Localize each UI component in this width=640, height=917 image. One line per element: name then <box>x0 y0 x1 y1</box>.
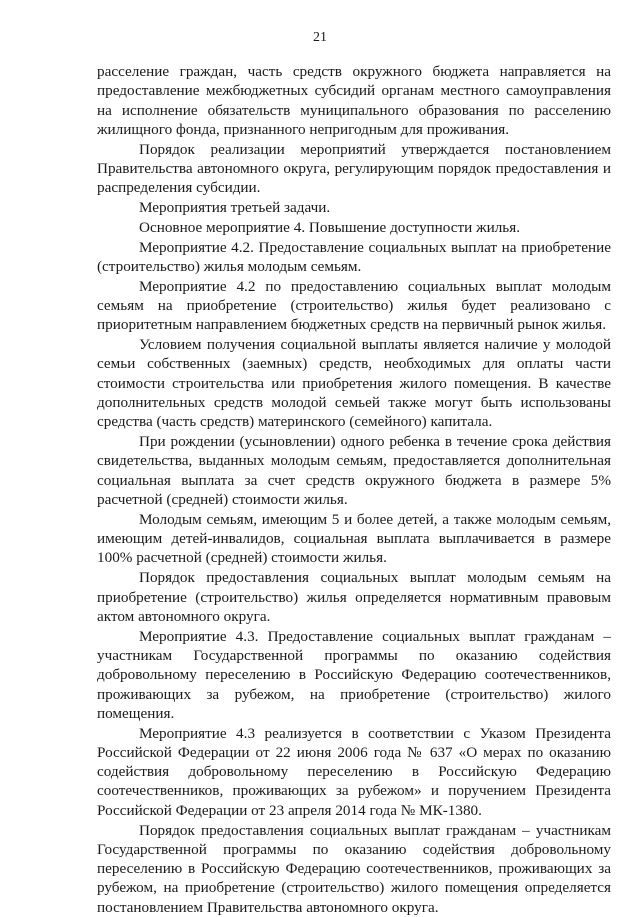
paragraph: Условием получения социальной выплаты является наличие у молодой семьи собственных (заемных) средств, необходимых для оплаты части стоимости строительства или приобретения жилого помещения. В качестве дополнительных средств молодой семьей также могут быть использованы средства (часть средств) материнского (семейного) капитала. <box>97 336 611 431</box>
section-heading: Мероприятия третьей задачи. <box>139 199 331 217</box>
paragraph: Мероприятие 4.3 реализуется в соответствии с Указом Президента Российской Федерации от 22 июня 2006 года № 637 «О мерах по оказанию содействия добровольному переселению в Российскую Федерацию соотечественников, проживающих за рубежом» и поручением Президента Российской Федерации от 23 апреля 2014 года № МК-1380. <box>97 724 611 819</box>
paragraph: Мероприятие 4.2 по предоставлению социальных выплат молодым семьям на приобретение (строительство) жилья будет реализовано с приоритетным направлением бюджетных средств на первичный рынок жилья. <box>97 277 611 334</box>
document-body <box>97 62 611 917</box>
paragraph: Мероприятие 4.2. Предоставление социальных выплат на приобретение (строительство) жилья молодым семьям. <box>97 238 611 275</box>
paragraph: Порядок предоставления социальных выплат молодым семьям на приобретение (строительство) жилья определяется нормативным правовым актом автономного округа. <box>97 569 611 625</box>
paragraph: Молодым семьям, имеющим 5 и более детей, а также молодым семьям, имеющим детей-инвалидов, социальная выплата выплачивается в размере 100% расчетной (средней) стоимости жилья. <box>97 510 611 567</box>
section-heading: Основное мероприятие 4. Повышение доступности жилья. <box>139 218 520 236</box>
paragraph: Порядок реализации мероприятий утверждается постановлением Правительства автономного округа, регулирующим порядок предоставления и распределения субсидии. <box>97 140 611 197</box>
paragraph-continuation: расселение граждан, часть средств окружного бюджета направляется на предоставление межбюджетных субсидий органам местного самоуправления на исполнение обязательств муниципального образования по расселению жилищного фонда, признанного непригодным для проживания. <box>97 63 611 138</box>
paragraph: При рождении (усыновлении) одного ребенка в течение срока действия свидетельства, выданных молодым семьям, предоставляется дополнительная социальная выплата за счет средств окружного бюджета в размере 5% расчетной (средней) стоимости жилья. <box>97 433 611 509</box>
paragraph: Порядок предоставления социальных выплат гражданам – участникам Государственной программы по оказанию содействия добровольному переселению в Российскую Федерацию соотечественников, проживающих за рубежом, на приобретение (строительство) жилого помещения определяется постановлением Правительства автономного округа. <box>97 821 611 916</box>
page-number: 21 <box>313 30 327 45</box>
paragraph: Мероприятие 4.3. Предоставление социальных выплат гражданам – участникам Государственной программы по оказанию содействия добровольному переселению в Российскую Федерацию соотечественников, проживающих за рубежом, на приобретение (строительство) жилого помещения. <box>97 627 611 722</box>
